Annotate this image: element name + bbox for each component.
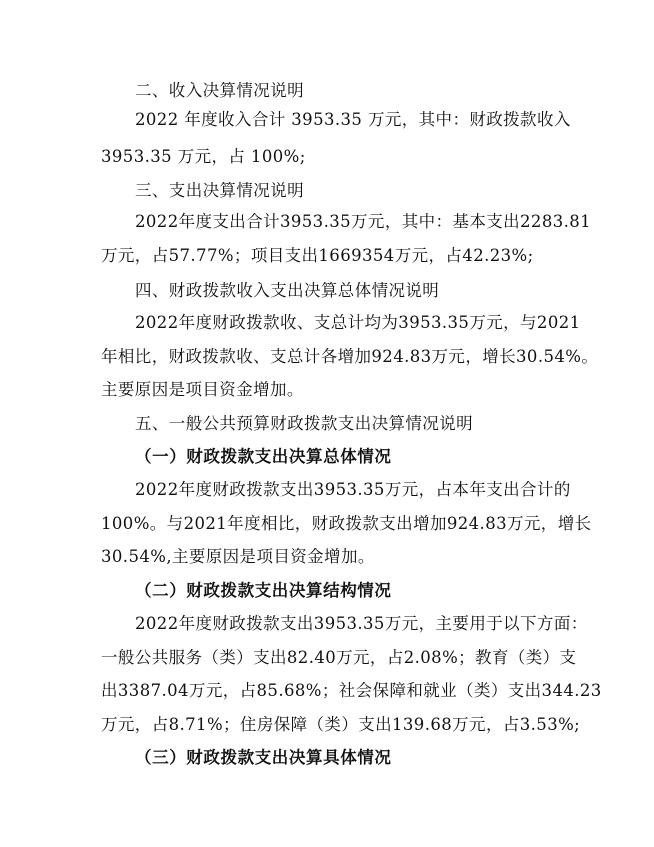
subsection-3-heading: （三）财政拨款支出决算具体情况 [135,748,392,767]
section-4-paragraph-line-2: 年相比，财政拨款收、支总计各增加924.83万元，增长30.54%。 [101,347,599,366]
section-4-paragraph-line-1: 2022年度财政拨款收、支总计均为3953.35万元，与2021 [135,313,581,332]
section-2-heading: 二、收入决算情况说明 [135,81,304,100]
subsection-2-paragraph-line-3: 出3387.04万元，占85.68%；社会保障和就业（类）支出344.23 [101,681,602,700]
section-2-paragraph-line-1: 2022 年度收入合计 3953.35 万元，其中：财政拨款收入 [135,110,571,129]
subsection-1-paragraph-line-1: 2022年度财政拨款支出3953.35万元，占本年支出合计的 [135,480,571,499]
subsection-1-heading: （一）财政拨款支出决算总体情况 [135,447,392,466]
section-3-paragraph-line-1: 2022年度支出合计3953.35万元，其中：基本支出2283.81 [135,212,592,231]
subsection-2-heading: （二）财政拨款支出决算结构情况 [135,581,392,600]
subsection-1-paragraph-line-2: 100%。与2021年度相比，财政拨款支出增加924.83万元，增长 [101,514,592,533]
section-4-heading: 四、财政拨款收入支出决算总体情况说明 [135,281,440,300]
section-5-heading: 五、一般公共预算财政拨款支出决算情况说明 [135,414,473,433]
subsection-1-paragraph-line-3: 30.54%,主要原因是项目资金增加。 [101,547,375,566]
section-3-heading: 三、支出决算情况说明 [135,181,304,200]
subsection-2-paragraph-line-1: 2022年度财政拨款支出3953.35万元，主要用于以下方面： [135,614,588,633]
section-2-paragraph-line-2: 3953.35 万元，占 100%; [101,147,306,166]
section-4-paragraph-line-3: 主要原因是项目资金增加。 [101,380,304,399]
section-3-paragraph-line-2: 万元，占57.77%；项目支出1669354万元，占42.23%; [101,246,534,265]
subsection-2-paragraph-line-4: 万元，占8.71%；住房保障（类）支出139.68万元，占3.53%; [101,715,581,734]
subsection-2-paragraph-line-2: 一般公共服务（类）支出82.40万元，占2.08%；教育（类）支 [101,648,577,667]
